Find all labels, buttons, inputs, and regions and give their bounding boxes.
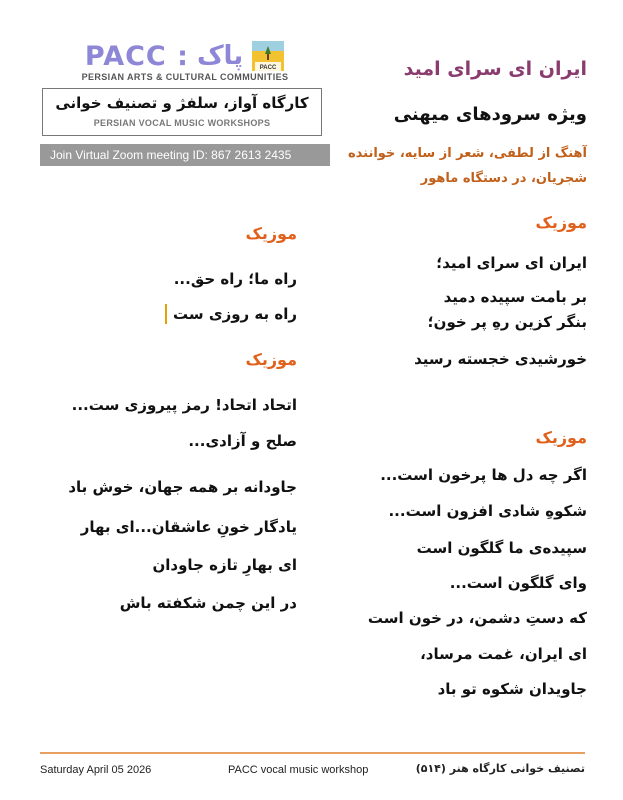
right-music-label-1: موزیک xyxy=(535,213,587,232)
logo xyxy=(40,40,330,72)
lyric-line: در این چمن شکفته باش xyxy=(119,594,297,612)
lyric-line: سپیده‌ی ما گلگون است xyxy=(416,539,587,557)
lyric-line: بر بامت سپیده دمید xyxy=(443,288,587,306)
lyric-line: جاویدان شکوه تو باد xyxy=(437,680,587,698)
lyric-line: اگر چه دل ها پرخون است... xyxy=(380,466,587,484)
left-music-label-2: موزیک xyxy=(245,350,297,369)
lyric-line: ای بهارِ تازه جاودان xyxy=(152,556,297,574)
footer-workshop: PACC vocal music workshop xyxy=(228,764,369,776)
song-credit-line1: آهنگ از لطفی، شعر از سایه، خواننده xyxy=(347,146,587,161)
lyric-line: ای ایران، غمت مرساد، xyxy=(420,645,587,663)
logo-subtitle: PERSIAN ARTS & CULTURAL COMMUNITIES xyxy=(81,72,289,82)
lyric-line: که دستِ دشمن، در خون است xyxy=(367,609,587,627)
logo-brand-fa: پاک xyxy=(196,41,244,71)
lyric-line: شکوهِ شادی افزون است... xyxy=(388,502,587,520)
lyric-line: وای گلگون است... xyxy=(449,574,587,592)
lyric-line: جاودانه بر همه جهان، خوش باد xyxy=(68,478,297,496)
logo-emblem-label: PACC xyxy=(259,65,277,71)
footer-date: Saturday April 05 2026 xyxy=(40,764,152,776)
lyric-line: بنگر کزین رهِ پر خون؛ xyxy=(427,313,587,331)
song-title: ایران ای سرای امید xyxy=(403,58,587,80)
zoom-meeting-bar: Join Virtual Zoom meeting ID: 867 2613 2435 xyxy=(40,144,330,166)
workshop-title-fa: کارگاه آواز، سلفژ و تصنیف خوانی xyxy=(55,94,309,112)
footer-page-label: تصنیف خوانی کارگاه هنر (۵۱۴) xyxy=(415,762,585,775)
logo-brand-en: PACC : xyxy=(84,40,189,72)
lyric-line: ایران ای سرای امید؛ xyxy=(436,254,587,272)
logo-emblem-icon xyxy=(251,40,285,72)
text-cursor xyxy=(165,304,167,324)
lyric-line: اتحاد اتحاد! رمز پیروزی ست... xyxy=(71,396,297,414)
lyric-line: راه به روزی ست xyxy=(173,305,297,323)
lyric-line: خورشیدی خجسته رسید xyxy=(414,350,587,368)
footer-divider xyxy=(40,752,585,754)
song-credit-line2: شجریان، در دستگاه ماهور xyxy=(420,171,587,186)
lyric-line: صلح و آزادی... xyxy=(188,432,297,450)
lyric-line: یادگار خونِ عاشقان...ای بهار xyxy=(80,518,297,536)
workshop-box xyxy=(42,88,322,136)
left-music-label-1: موزیک xyxy=(245,224,297,243)
lyric-line: راه ما؛ راه حق... xyxy=(173,270,297,288)
song-subtitle: ویژه سرودهای میهنی xyxy=(393,104,587,125)
right-music-label-2: موزیک xyxy=(535,428,587,447)
workshop-title-en: PERSIAN VOCAL MUSIC WORKSHOPS xyxy=(93,118,271,128)
